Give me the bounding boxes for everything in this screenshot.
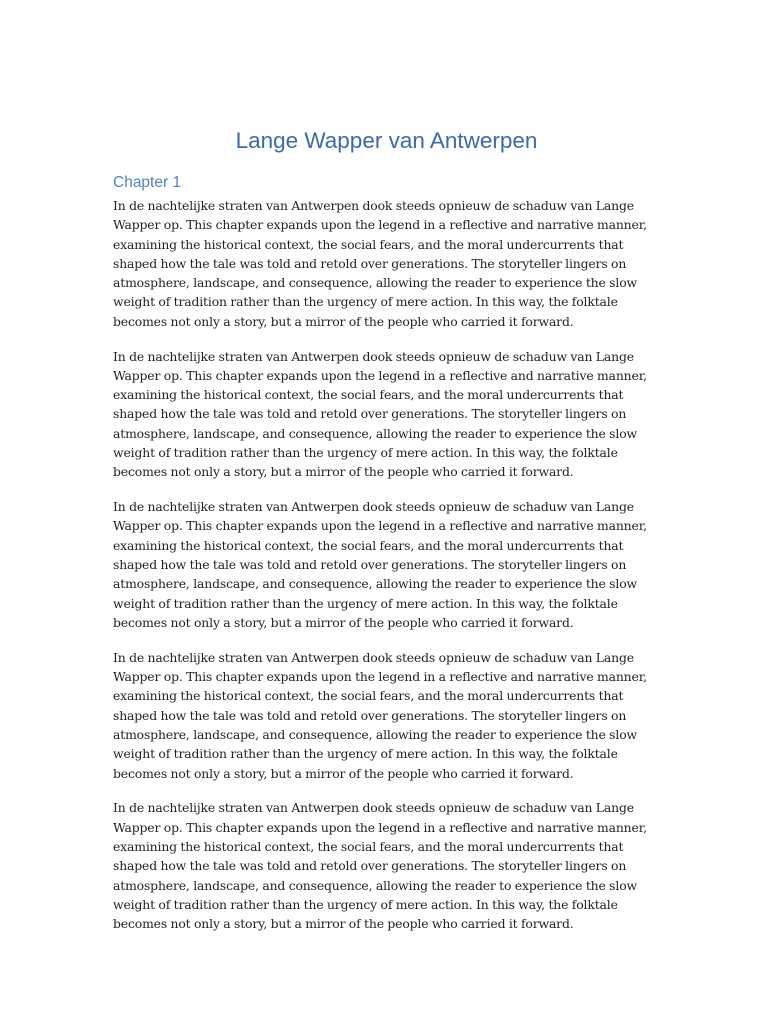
chapter-body [113, 196, 658, 933]
body-paragraph-4: In de nachtelijke straten van Antwerpen dook steeds opnieuw de schaduw van Lange Wapper op. This chapter expands upon the legend in a reflective and narrative manner, examining the historical context, the social fears, and the moral undercurrents that shaped how the tale was told and retold over generations. The storyteller lingers on atmosphere, landscape, and consequence, allowing the reader to experience the slow weight of tradition rather than the urgency of mere action. In this way, the folktale becomes not only a story, but a mirror of the people who carried it forward. [113, 649, 647, 781]
body-paragraph-5: In de nachtelijke straten van Antwerpen dook steeds opnieuw de schaduw van Lange Wapper op. This chapter expands upon the legend in a reflective and narrative manner, examining the historical context, the social fears, and the moral undercurrents that shaped how the tale was told and retold over generations. The storyteller lingers on atmosphere, landscape, and consequence, allowing the reader to experience the slow weight of tradition rather than the urgency of mere action. In this way, the folktale becomes not only a story, but a mirror of the people who carried it forward. [113, 800, 647, 932]
body-paragraph-3: In de nachtelijke straten van Antwerpen dook steeds opnieuw de schaduw van Lange Wapper op. This chapter expands upon the legend in a reflective and narrative manner, examining the historical context, the social fears, and the moral undercurrents that shaped how the tale was told and retold over generations. The storyteller lingers on atmosphere, landscape, and consequence, allowing the reader to experience the slow weight of tradition rather than the urgency of mere action. In this way, the folktale becomes not only a story, but a mirror of the people who carried it forward. [113, 499, 647, 630]
document-title: Lange Wapper van Antwerpen [235, 128, 538, 153]
body-paragraph-1: In de nachtelijke straten van Antwerpen dook steeds opnieuw de schaduw van Lange Wapper op. This chapter expands upon the legend in a reflective and narrative manner, examining the historical context, the social fears, and the moral undercurrents that shaped how the tale was told and retold over generations. The storyteller lingers on atmosphere, landscape, and consequence, allowing the reader to experience the slow weight of tradition rather than the urgency of mere action. In this way, the folktale becomes not only a story, but a mirror of the people who carried it forward. [113, 198, 647, 329]
body-paragraph-2: In de nachtelijke straten van Antwerpen dook steeds opnieuw de schaduw van Lange Wapper op. This chapter expands upon the legend in a reflective and narrative manner, examining the historical context, the social fears, and the moral undercurrents that shaped how the tale was told and retold over generations. The storyteller lingers on atmosphere, landscape, and consequence, allowing the reader to experience the slow weight of tradition rather than the urgency of mere action. In this way, the folktale becomes not only a story, but a mirror of the people who carried it forward. [113, 348, 647, 480]
chapter-heading: Chapter 1 [113, 174, 182, 191]
